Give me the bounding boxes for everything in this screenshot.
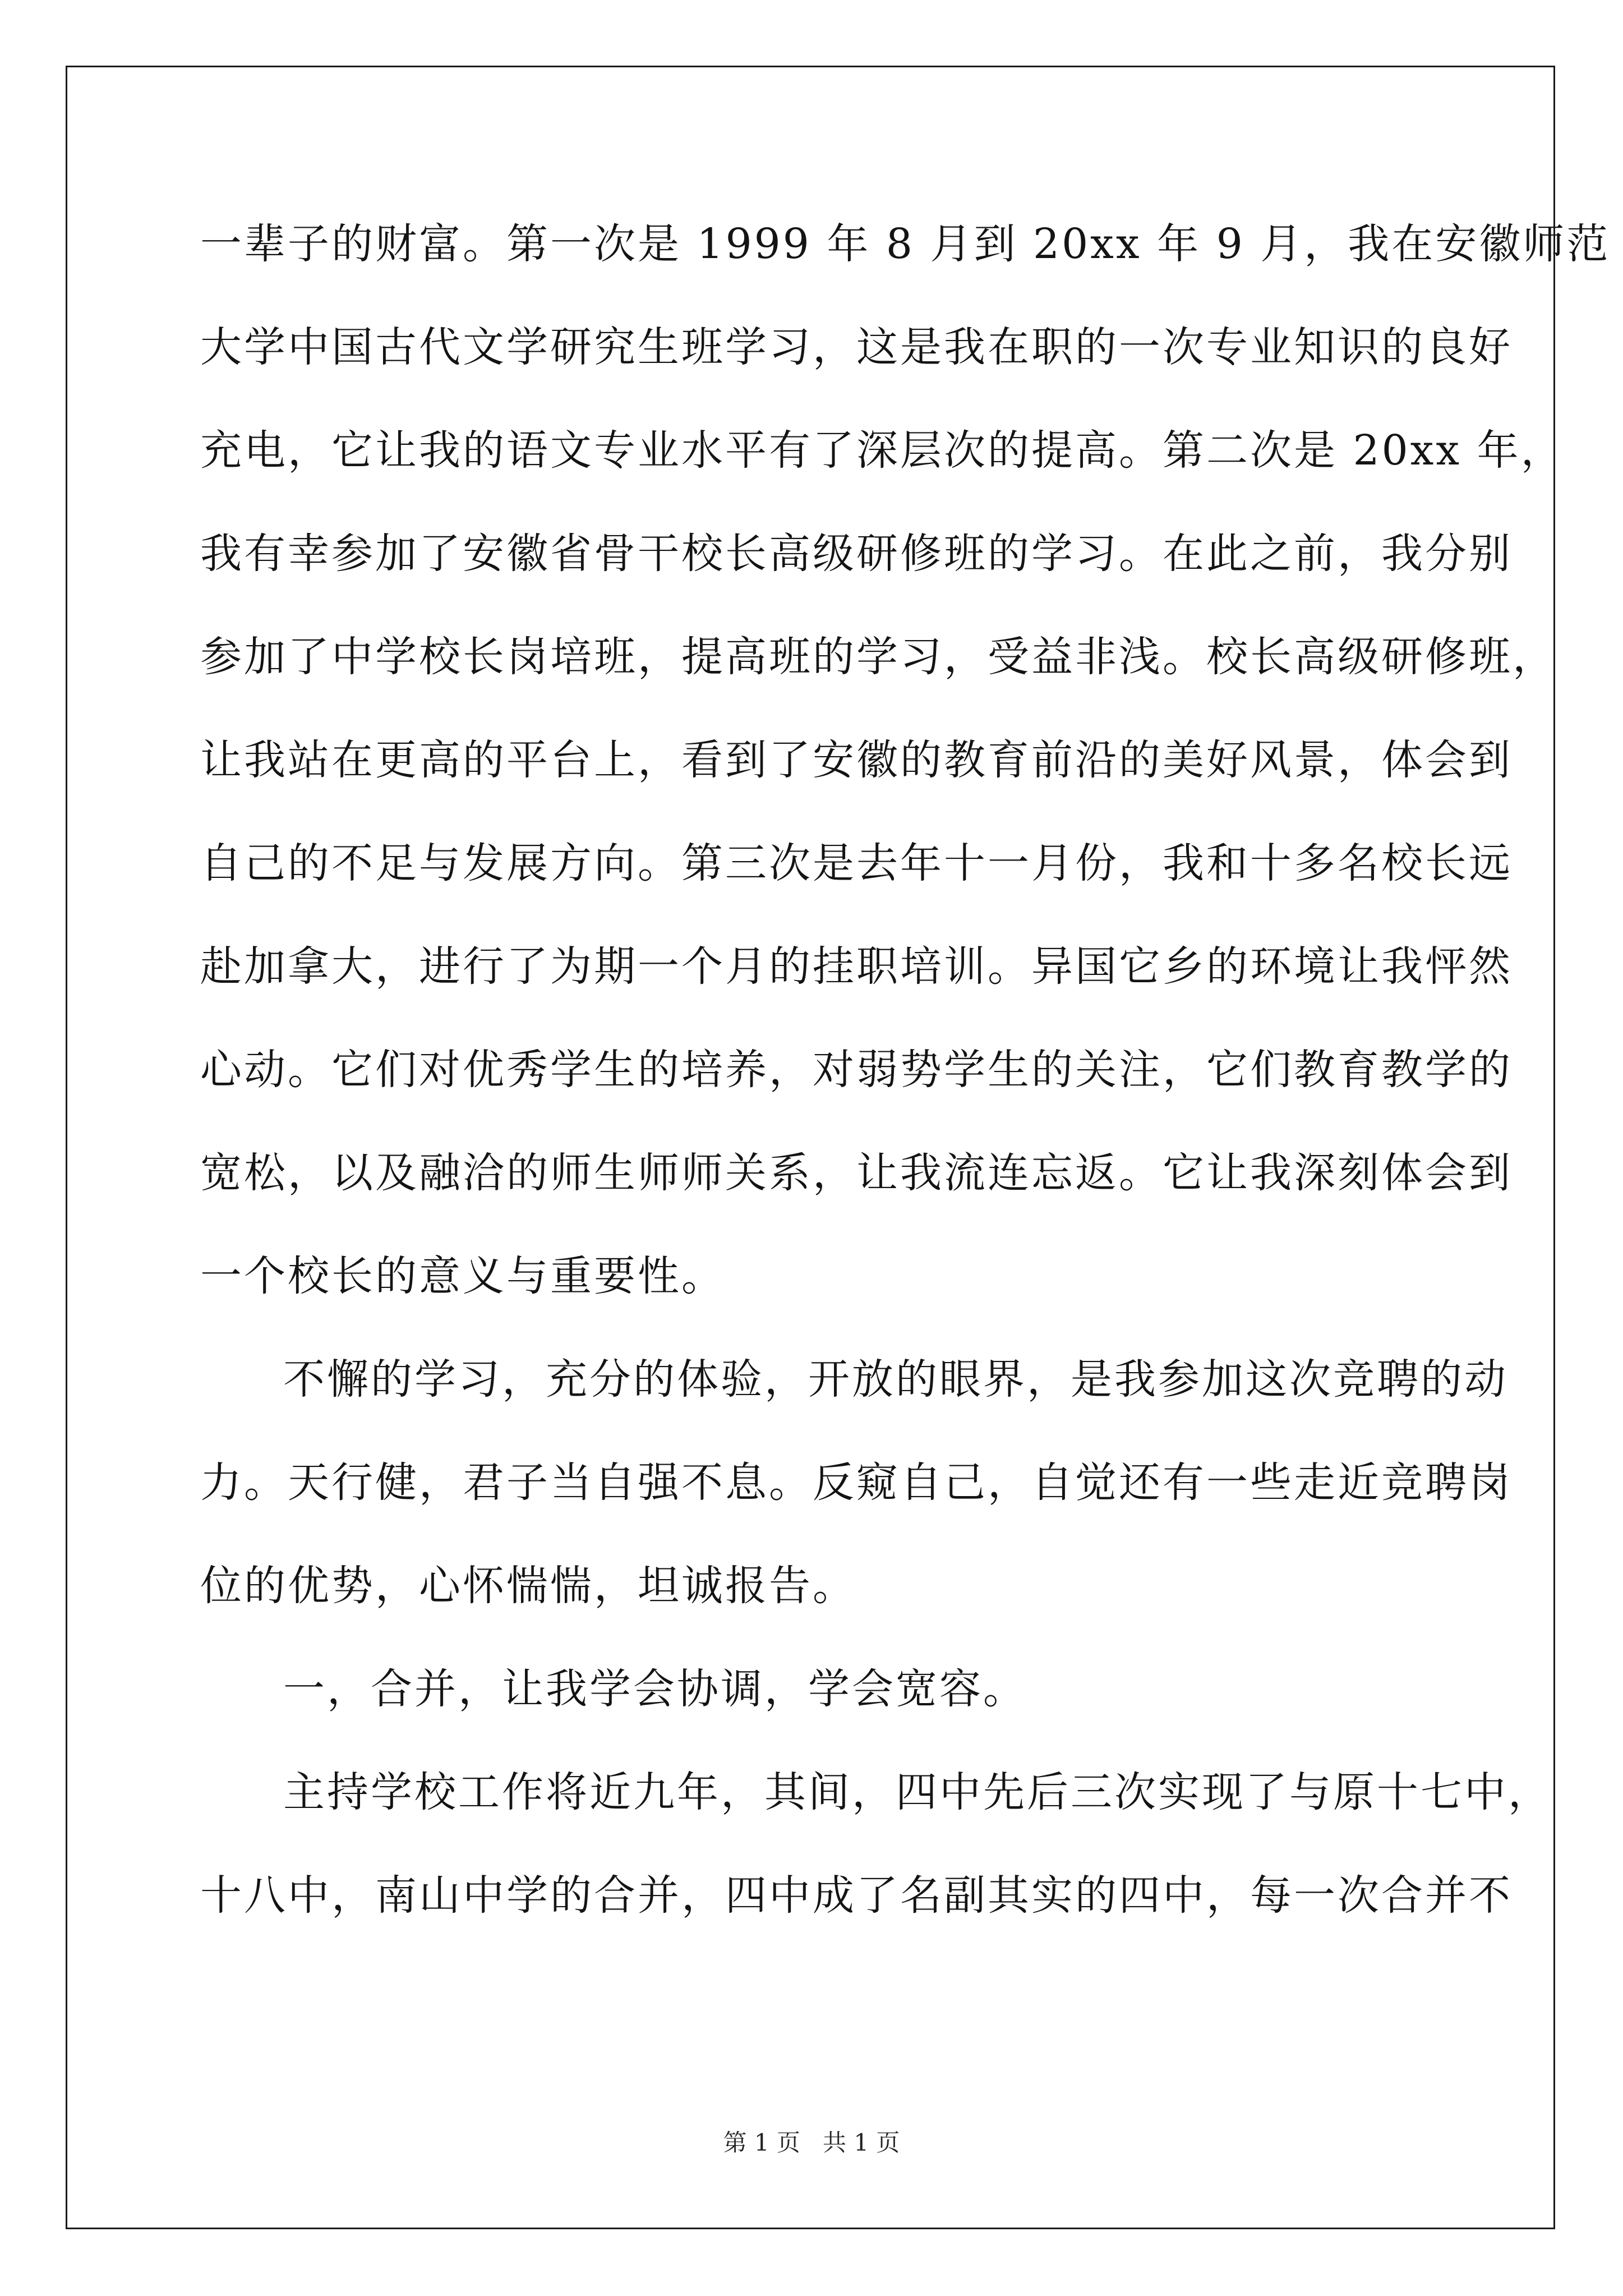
text-line: 主持学校工作将近九年，其间，四中先后三次实现了与原十七中，	[283, 1768, 1552, 1816]
text-line: 十八中，南山中学的合并，四中成了名副其实的四中，每一次合并不	[200, 1871, 1513, 1920]
page-number-total: 共 1 页	[823, 2129, 900, 2156]
text-line: 一，合并，让我学会协调，学会宽容。	[283, 1665, 1027, 1713]
text-line: 我有幸参加了安徽省骨干校长高级研修班的学习。在此之前，我分别	[200, 530, 1513, 578]
text-line: 参加了中学校长岗培班，提高班的学习，受益非浅。校长高级研修班，	[200, 633, 1556, 681]
text-line: 大学中国古代文学研究生班学习，这是我在职的一次专业知识的良好	[200, 323, 1513, 371]
text-line: 自己的不足与发展方向。第三次是去年十一月份，我和十多名校长远	[200, 839, 1513, 887]
text-line: 赴加拿大，进行了为期一个月的挂职培训。异国它乡的环境让我怦然	[200, 942, 1513, 991]
text-line: 力。天行健，君子当自强不息。反窥自己，自觉还有一些走近竞聘岗	[200, 1458, 1513, 1507]
text-line: 一个校长的意义与重要性。	[200, 1252, 725, 1300]
text-line: 充电，它让我的语文专业水平有了深层次的提高。第二次是 20xx 年，	[200, 426, 1565, 475]
page-footer	[0, 2126, 1623, 2160]
text-line: 心动。它们对优秀学生的培养，对弱势学生的关注，它们教育教学的	[200, 1046, 1513, 1094]
text-line: 一辈子的财富。第一次是 1999 年 8 月到 20xx 年 9 月，我在安徽师范	[200, 220, 1611, 268]
page-number-current: 第 1 页	[723, 2129, 800, 2156]
text-line: 位的优势，心怀惴惴，坦诚报告。	[200, 1562, 856, 1610]
text-line: 宽松，以及融洽的师生师师关系，让我流连忘返。它让我深刻体会到	[200, 1149, 1513, 1197]
text-line: 让我站在更高的平台上，看到了安徽的教育前沿的美好风景，体会到	[200, 736, 1513, 784]
text-line: 不懈的学习，充分的体验，开放的眼界，是我参加这次竞聘的动	[283, 1355, 1508, 1404]
